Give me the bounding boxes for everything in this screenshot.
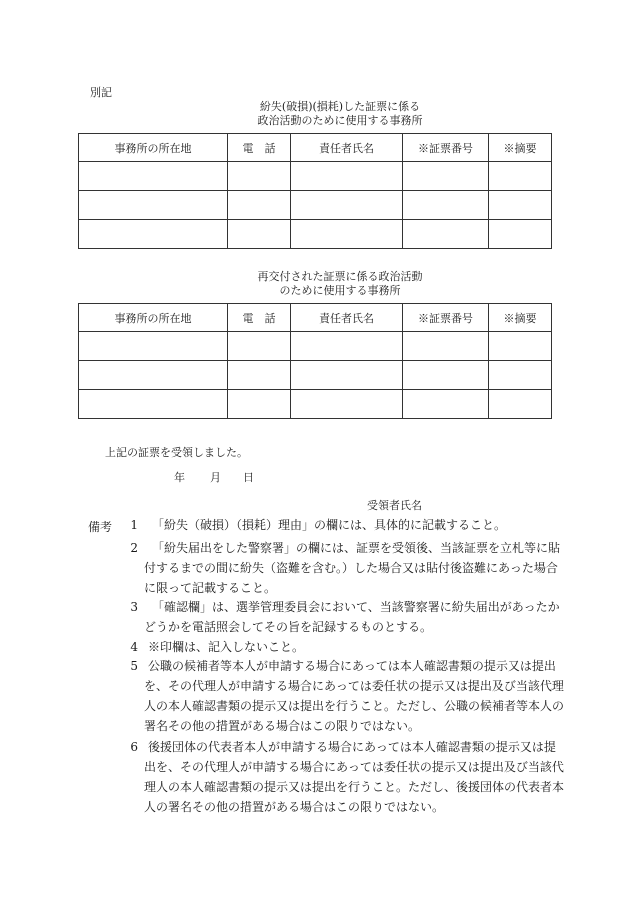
table-row	[79, 220, 552, 249]
table-cell	[403, 191, 489, 220]
table-cell	[79, 332, 228, 361]
remark-number: 6	[130, 740, 138, 754]
table-cell	[79, 390, 228, 419]
table-header-row	[79, 304, 552, 332]
table1-title-line-2: 政治活動のために使用する事務所	[257, 114, 423, 127]
table2-title-line-2: のために使用する事務所	[279, 284, 401, 297]
table-cell	[403, 332, 489, 361]
table-cell	[291, 191, 403, 220]
table-cell	[79, 162, 228, 191]
table-cell	[79, 191, 228, 220]
remark-line: 理人の本人確認書類の提示又は提出を行うこと。ただし、後援団体の代表者本	[144, 780, 565, 794]
receipt-statement: 上記の証票を受領しました。	[105, 446, 248, 459]
table-cell	[291, 220, 403, 249]
column-header-certificate-number: ※証票番号	[403, 304, 489, 332]
column-header-address: 事務所の所在地	[79, 304, 228, 332]
table-row	[79, 162, 552, 191]
table-row	[79, 390, 552, 419]
table-cell	[291, 332, 403, 361]
table-cell	[403, 361, 489, 390]
remark-line: 出を、その代理人が申請する場合にあっては委任状の提示又は提出及び当該代	[144, 760, 564, 774]
remark-line: 人の署名その他の措置がある場合はこの限りではない。	[144, 800, 445, 814]
table-row	[79, 332, 552, 361]
date-month-label: 月	[210, 471, 221, 484]
column-header-phone: 電 話	[228, 134, 291, 162]
remark-line: に限って記載すること。	[144, 581, 277, 595]
remark-line: 付するまでの間に紛失（盗難を含む。）した場合又は貼付後盗難にあった場合	[144, 561, 558, 575]
table-cell	[403, 390, 489, 419]
table-cell	[228, 220, 291, 249]
remark-number: 5	[130, 659, 138, 673]
table-cell	[79, 220, 228, 249]
table-cell	[291, 162, 403, 191]
lost-certificate-office-table	[78, 133, 552, 249]
date-year-label: 年	[174, 471, 185, 484]
table-cell	[403, 220, 489, 249]
table-cell	[489, 220, 552, 249]
remark-line: を、その代理人が申請する場合にあっては委任状の提示又は提出及び当該代理	[144, 679, 564, 693]
column-header-responsible-person: 責任者氏名	[291, 304, 403, 332]
date-day-label: 日	[243, 471, 254, 484]
remark-line: どうかを電話照会してその旨を記録するものとする。	[144, 620, 433, 634]
appendix-label: 別記	[90, 86, 112, 99]
table1-title-line-1: 紛失(破損)(損耗)した証票に係る	[259, 100, 421, 113]
remark-line: 「確認欄」は、選挙管理委員会において、当該警察署に紛失届出があったか	[152, 600, 560, 614]
table-cell	[403, 162, 489, 191]
remark-line: 「紛失（破損）（損耗）理由」の欄には、具体的に記載すること。	[152, 518, 507, 532]
column-header-responsible-person: 責任者氏名	[291, 134, 403, 162]
recipient-name-label: 受領者氏名	[367, 499, 422, 512]
remark-number: 4	[130, 640, 138, 654]
column-header-certificate-number: ※証票番号	[403, 134, 489, 162]
column-header-summary: ※摘要	[489, 134, 552, 162]
column-header-address: 事務所の所在地	[79, 134, 228, 162]
column-header-phone: 電 話	[228, 304, 291, 332]
remark-line: 後援団体の代表者本人が申請する場合にあっては本人確認書類の提示又は提	[148, 740, 556, 754]
table-cell	[489, 361, 552, 390]
remark-number: 2	[130, 541, 138, 555]
table-cell	[489, 390, 552, 419]
table-cell	[291, 390, 403, 419]
table-cell	[228, 162, 291, 191]
table-cell	[228, 332, 291, 361]
reissued-certificate-office-table	[78, 303, 552, 419]
table-cell	[228, 390, 291, 419]
remark-line: ※印欄は、記入しないこと。	[148, 640, 305, 654]
table-header-row	[79, 134, 552, 162]
table2-title-line-1: 再交付された証票に係る政治活動	[257, 270, 423, 283]
table1-title	[130, 100, 550, 128]
table-cell	[228, 191, 291, 220]
remark-number: 3	[130, 600, 138, 614]
table-cell	[489, 162, 552, 191]
remark-number: 1	[130, 518, 138, 532]
remark-line: 署名その他の措置がある場合はこの限りではない。	[144, 719, 421, 733]
table-cell	[228, 361, 291, 390]
table-cell	[291, 361, 403, 390]
table2-title	[130, 270, 550, 298]
table-cell	[79, 361, 228, 390]
table-row	[79, 191, 552, 220]
column-header-summary: ※摘要	[489, 304, 552, 332]
remark-line: 公職の候補者等本人が申請する場合にあっては本人確認書類の提示又は提出	[148, 659, 556, 673]
table-cell	[489, 332, 552, 361]
remarks-label: 備考	[88, 520, 113, 534]
remark-line: 「紛失届出をした警察署」の欄には、証票を受領後、当該証票を立札等に貼	[152, 541, 561, 555]
table-row	[79, 361, 552, 390]
remark-line: 人の本人確認書類の提示又は提出を行うこと。ただし、公職の候補者等本人の	[144, 699, 565, 713]
table-cell	[489, 191, 552, 220]
